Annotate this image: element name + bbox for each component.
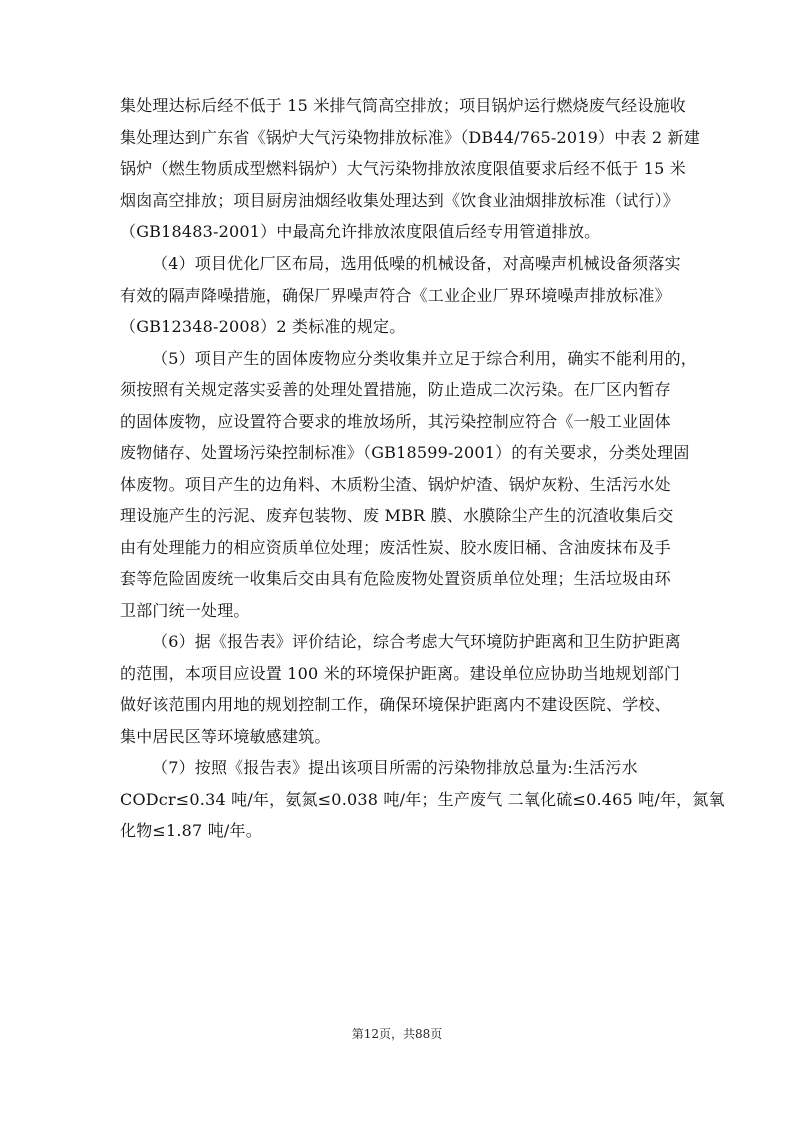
text-line: 须按照有关规定落实妥善的处理处置措施，防止造成二次污染。在厂区内暂存 <box>120 380 671 399</box>
text-line: 的范围，本项目应设置 100 米的环境保护距离。建设单位应协助当地规划部门 <box>120 664 681 683</box>
text-line: 做好该范围内用地的规划控制工作，确保环境保护距离内不建设医院、学校、 <box>120 695 671 714</box>
page-number: 第12页，共88页 <box>351 1027 443 1041</box>
text-line: 有效的隔声降噪措施，确保厂界噪声符合《工业企业厂界环境噪声排放标准》 <box>120 286 671 305</box>
text-line: 集处理达标后经不低于 15 米排气筒高空排放；项目锅炉运行燃烧废气经设施收 <box>120 96 686 115</box>
text-line: 集中居民区等环境敏感建筑。 <box>120 727 331 746</box>
text-line: 体废物。项目产生的边角料、木质粉尘渣、锅炉炉渣、锅炉灰粉、生活污水处 <box>120 475 671 494</box>
text-line: 套等危险固废统一收集后交由具有危险废物处置资质单位处理；生活垃圾由环 <box>120 569 671 588</box>
text-line: 烟囱高空排放；项目厨房油烟经收集处理达到《饮食业油烟排放标准（试行）》 <box>120 191 680 210</box>
paragraph-6-first-line: （6）据《报告表》评价结论，综合考虑大气环境防护距离和卫生防护距离 <box>152 632 681 651</box>
text-line: 的固体废物，应设置符合要求的堆放场所，其污染控制应符合《一般工业固体 <box>120 412 671 431</box>
text-line: 集处理达到广东省《锅炉大气污染物排放标准》（DB44/765-2019）中表 2 新建 <box>120 128 700 147</box>
text-line: 锅炉（燃生物质成型燃料锅炉）大气污染物排放浓度限值要求后经不低于 15 米 <box>120 159 686 178</box>
text-line: 卫部门统一处理。 <box>120 601 250 620</box>
text-line: 理设施产生的污泥、废弃包装物、废 MBR 膜、水膜除尘产生的沉渣收集后交 <box>120 506 674 525</box>
text-line: CODcr≤0.34 吨/年，氨氮≤0.038 吨/年；生产废气 二氧化硫≤0.465 吨/年，氮氧 <box>120 790 725 809</box>
text-line: 化物≤1.87 吨/年。 <box>120 821 262 840</box>
paragraph-4-first-line: （4）项目优化厂区布局，选用低噪的机械设备，对高噪声机械设备须落实 <box>152 254 681 273</box>
text-line: 由有处理能力的相应资质单位处理；废活性炭、胶水废旧桶、含油废抹布及手 <box>120 538 671 557</box>
paragraph-5-first-line: （5）项目产生的固体废物应分类收集并立足于综合利用，确实不能利用的， <box>152 349 697 368</box>
text-line: （GB12348-2008）2 类标准的规定。 <box>120 317 406 336</box>
text-line: 废物储存、处置场污染控制标准》（GB18599-2001）的有关要求，分类处理固 <box>120 443 690 462</box>
paragraph-7-first-line: （7）按照《报告表》提出该项目所需的污染物排放总量为:生活污水 <box>152 758 638 777</box>
text-line: （GB18483-2001）中最高允许排放浓度限值后经专用管道排放。 <box>120 222 601 241</box>
